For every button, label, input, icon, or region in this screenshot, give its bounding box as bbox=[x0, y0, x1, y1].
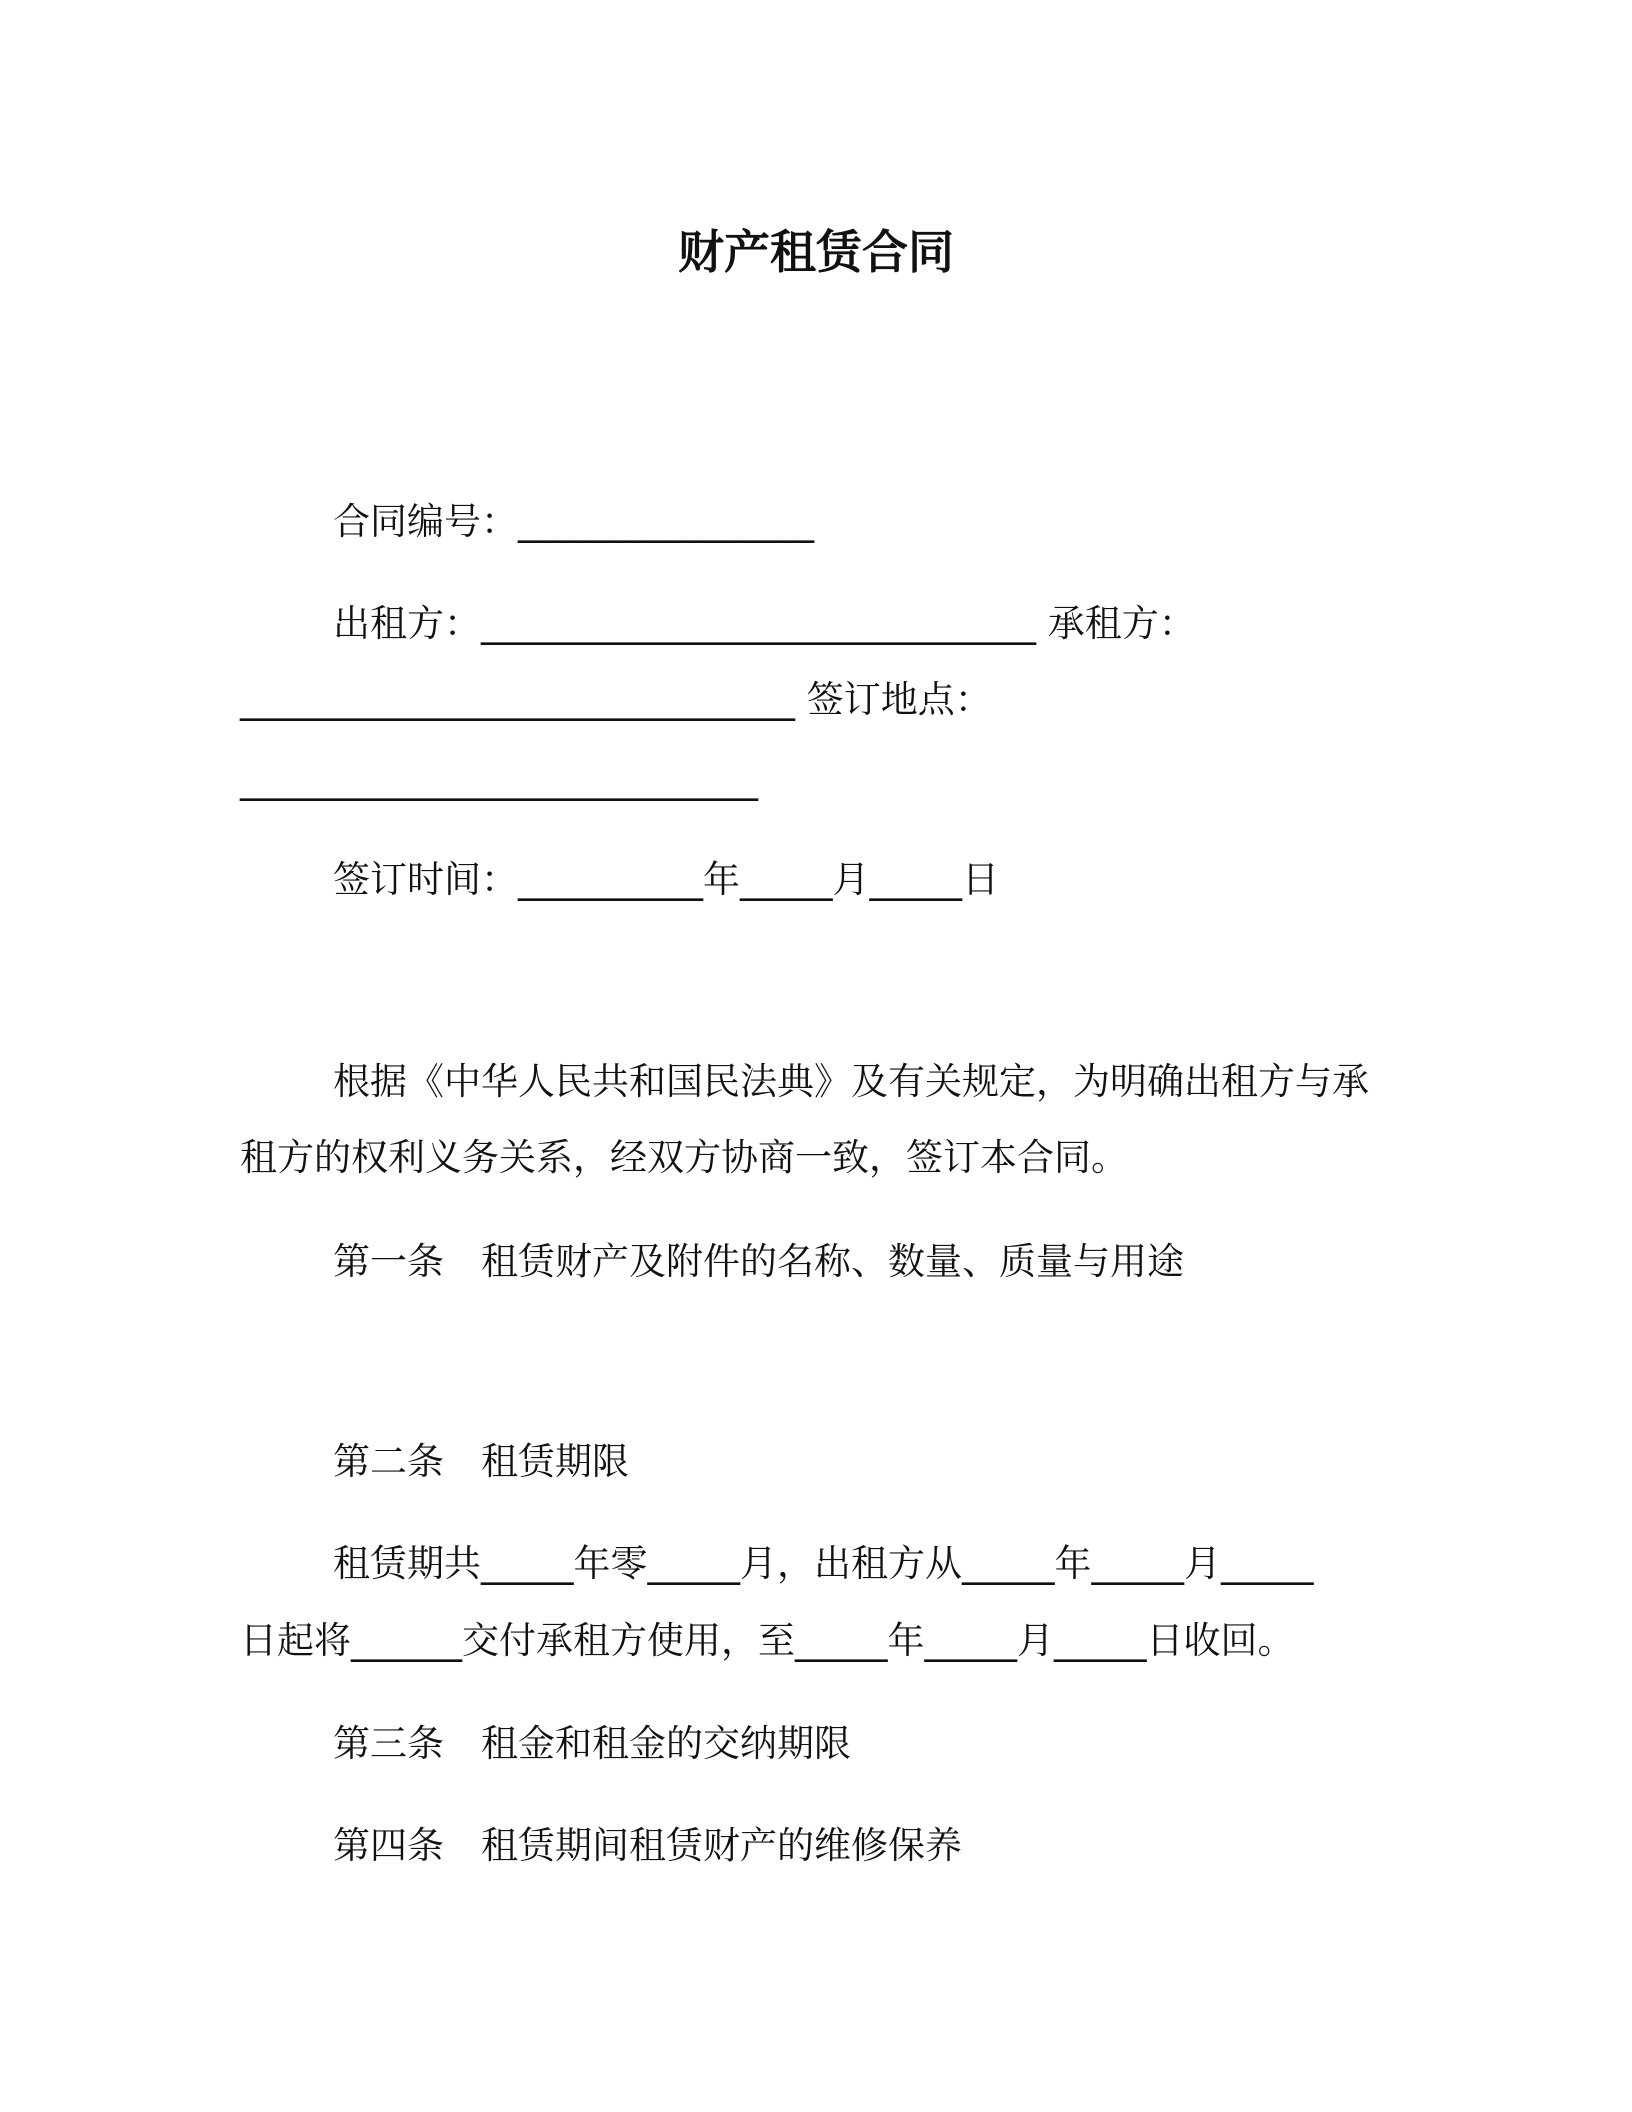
preamble-line-1: 根据《中华人民共和国民法典》及有关规定，为明确出租方与承 bbox=[333, 1060, 1369, 1103]
article-2-heading: 第二条 租赁期限 bbox=[333, 1440, 629, 1483]
article-1-heading: 第一条 租赁财产及附件的名称、数量、质量与用途 bbox=[333, 1240, 1184, 1283]
contract-number-line: 合同编号：________________ bbox=[333, 500, 814, 543]
article-3-heading: 第三条 租金和租金的交纳期限 bbox=[333, 1722, 851, 1765]
lease-term-line-2: 日起将______交付承租方使用，至_____年_____月_____日收回。 bbox=[240, 1619, 1295, 1662]
lease-term-line-1: 租赁期共_____年零_____月，出租方从_____年_____月_____ bbox=[333, 1542, 1314, 1585]
preamble-line-2: 租方的权利义务关系，经双方协商一致，签订本合同。 bbox=[240, 1136, 1128, 1179]
lessor-line: 出租方：______________________________ 承租方： bbox=[333, 602, 1196, 645]
article-4-heading: 第四条 租赁期间租赁财产的维修保养 bbox=[333, 1824, 962, 1867]
lessee-blank-line: ______________________________ 签订地点： bbox=[240, 678, 992, 721]
document-title: 财产租赁合同 bbox=[678, 225, 954, 279]
signing-place-blank-line: ____________________________ bbox=[240, 758, 758, 801]
signing-time-line: 签订时间：__________年_____月_____日 bbox=[333, 858, 999, 901]
